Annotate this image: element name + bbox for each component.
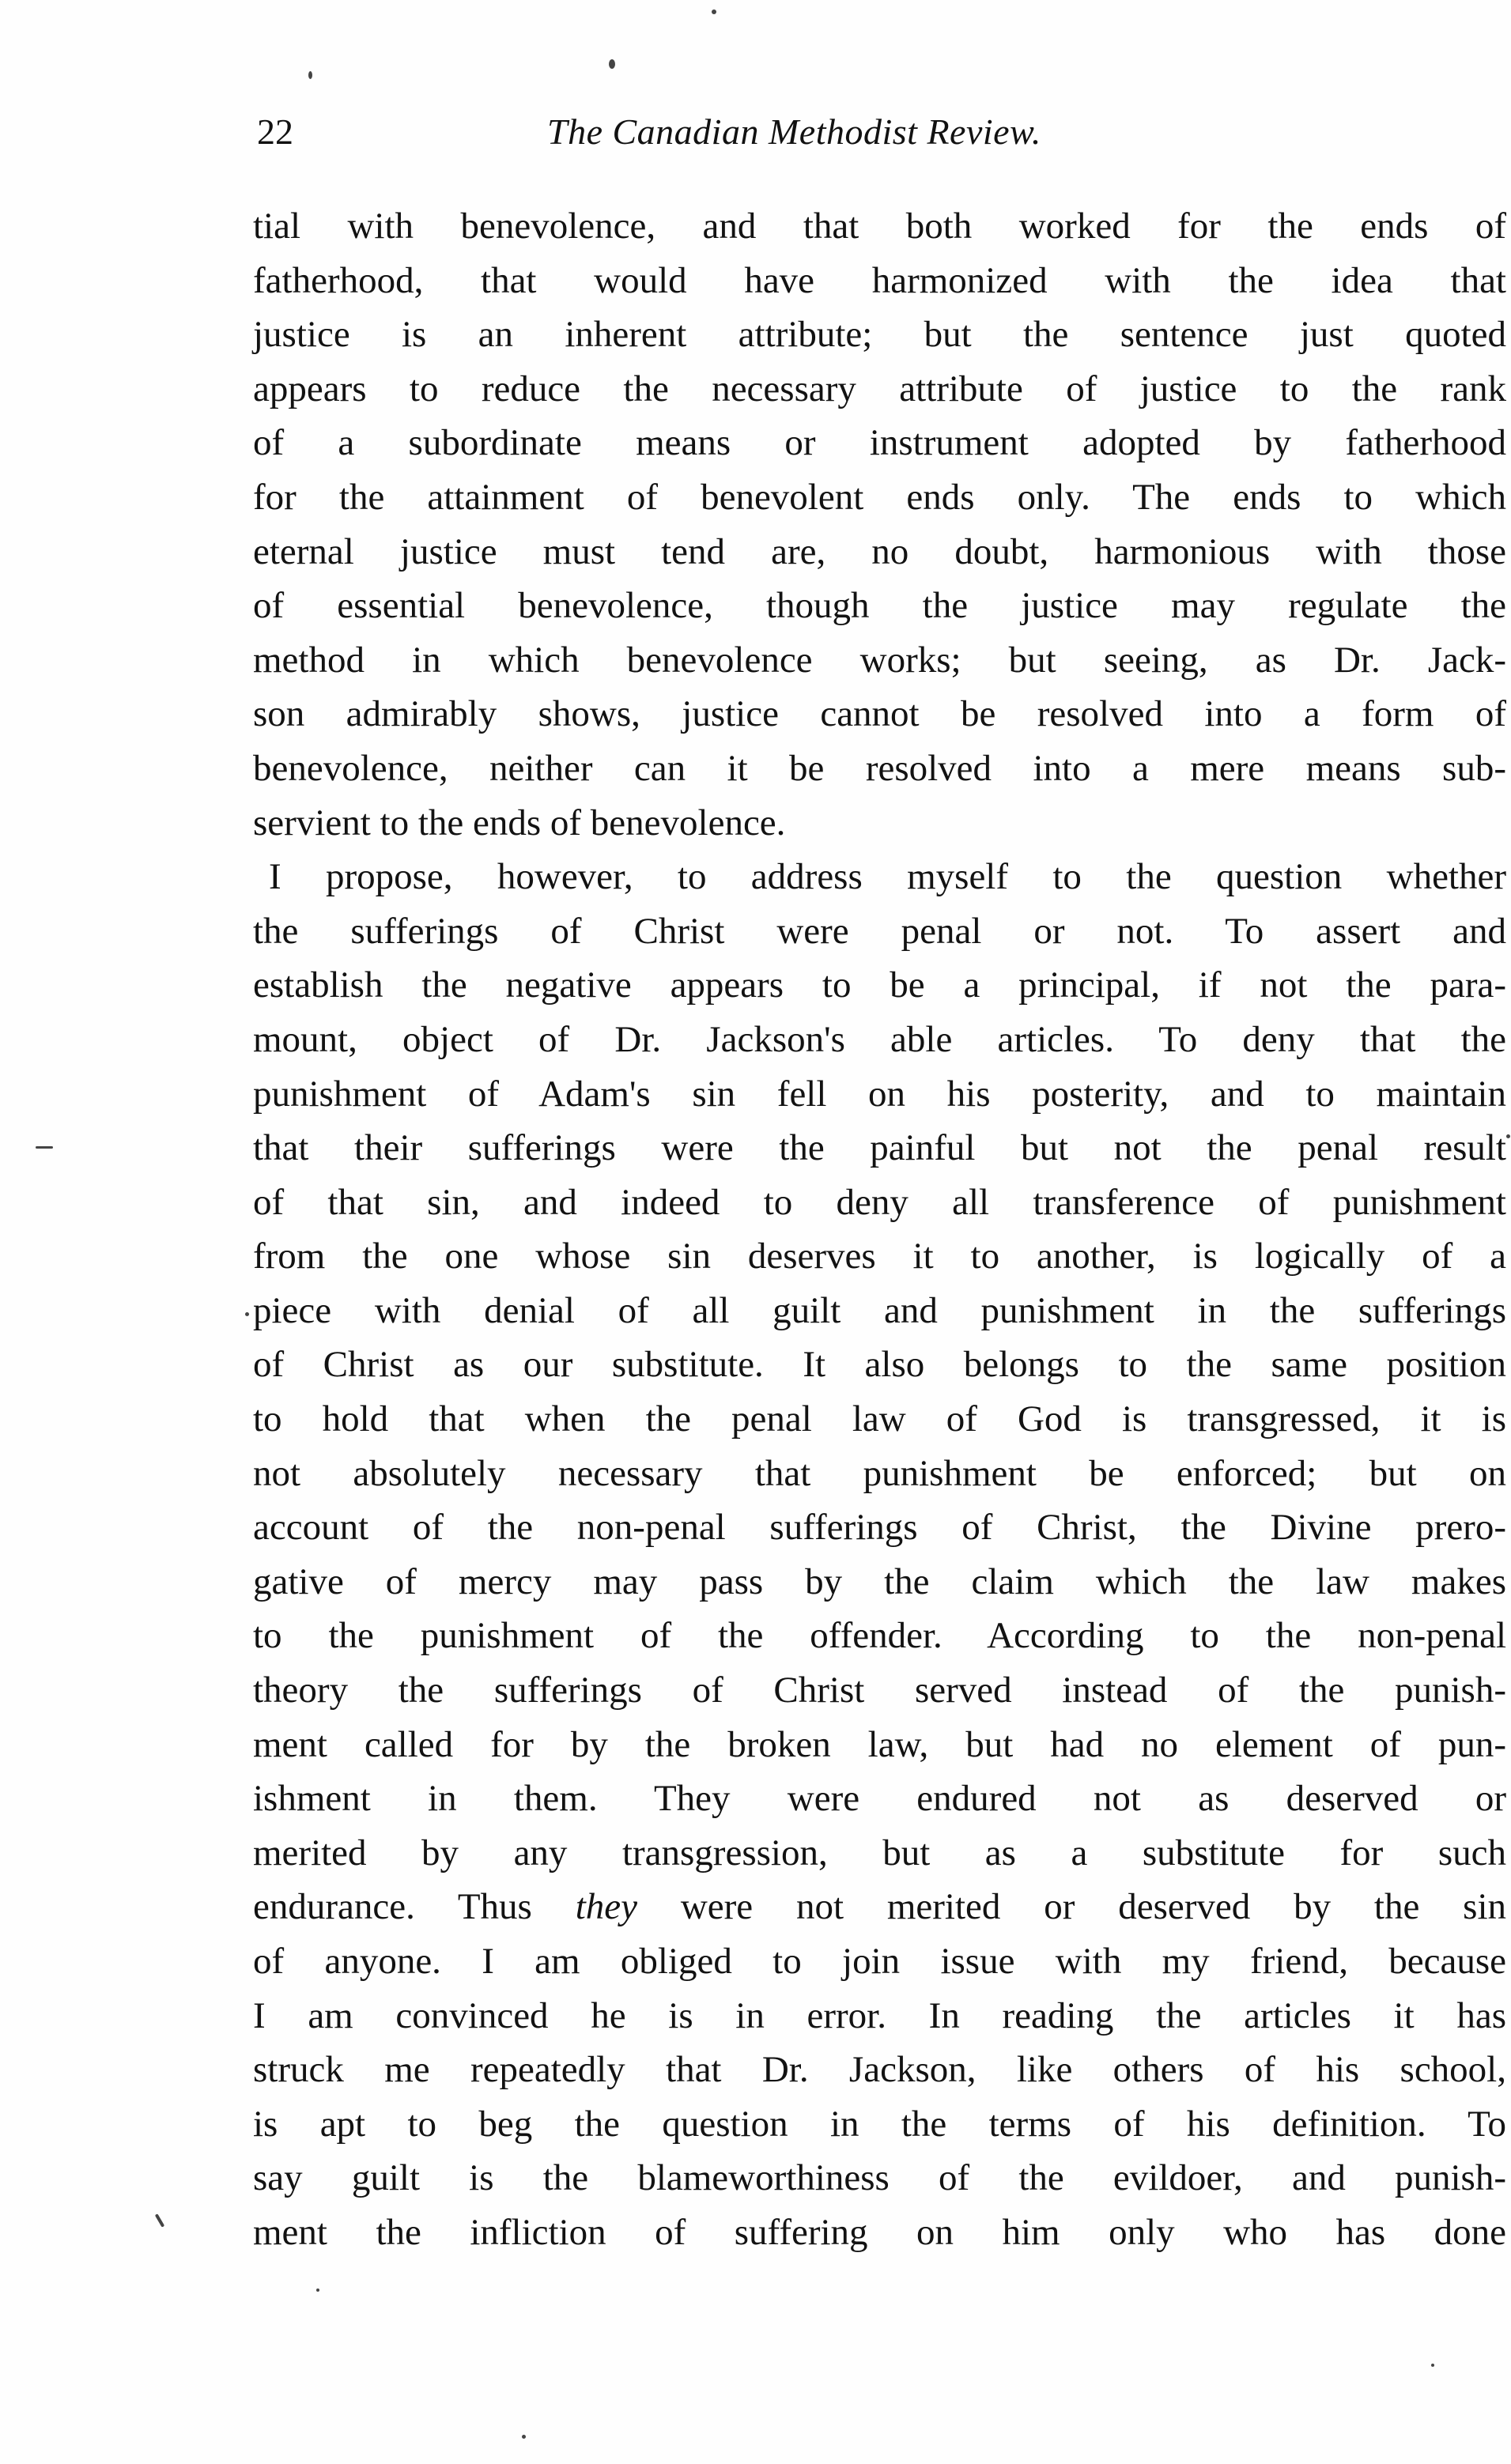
text-line: tial with benevolence, and that both worked for the ends of — [253, 206, 1506, 247]
text-line: the sufferings of Christ were penal or not. To assert and — [253, 910, 1506, 952]
text-line: son admirably shows, justice cannot be resolved into a form of — [253, 693, 1506, 735]
text-line: merited by any transgression, but as a substitute for such — [253, 1832, 1506, 1873]
scan-speck — [308, 71, 312, 79]
text-line: ment the infliction of suffering on him only who has done — [253, 2211, 1506, 2253]
scan-speck — [155, 2213, 164, 2228]
text-line: ishment in them. They were endured not as deserved or — [253, 1778, 1506, 1820]
text-line: that their sufferings were the painful but not the penal result — [253, 1127, 1506, 1169]
text-line: not absolutely necessary that punishment be enforced; but on — [253, 1452, 1506, 1494]
journal-title: The Canadian Methodist Review. — [547, 111, 1041, 152]
text-line: fatherhood, that would have harmonized with the idea that — [253, 259, 1506, 301]
page-number: 22 — [257, 111, 293, 152]
text-line: to hold that when the penal law of God is transgressed, it is — [253, 1398, 1506, 1440]
text-line: of a subordinate means or instrument adopted by fatherhood — [253, 422, 1506, 464]
text-line: appears to reduce the necessary attribute of justice to the rank — [253, 368, 1506, 409]
text-line: theory the sufferings of Christ served instead of the punish- — [253, 1670, 1506, 1711]
scan-speck — [1431, 2364, 1434, 2367]
scan-speck — [36, 1146, 53, 1149]
text-line: gative of mercy may pass by the claim which the law makes — [253, 1560, 1506, 1602]
text-line: piece with denial of all guilt and punishment in the sufferings — [253, 1289, 1506, 1331]
text-line: ment called for by the broken law, but had no element of pun- — [253, 1723, 1506, 1765]
text-line: I am convinced he is in error. In reading the articles it has — [253, 1994, 1506, 2036]
text-line: struck me repeatedly that Dr. Jackson, like others of his school, — [253, 2049, 1506, 2091]
text-line: of that sin, and indeed to deny all transference of punishment — [253, 1181, 1506, 1223]
scan-speck — [1506, 1134, 1510, 1138]
text-line — [253, 1880, 1506, 1934]
text-line: mount, object of Dr. Jackson's able articles. To deny that the — [253, 1018, 1506, 1060]
text-line: to the punishment of the offender. According to the non-penal — [253, 1615, 1506, 1657]
emphasized-word: they — [575, 1886, 637, 1928]
text-line: method in which benevolence works; but seeing, as Dr. Jack- — [253, 639, 1506, 681]
text-line: servient to the ends of benevolence. — [253, 802, 786, 843]
text-line: of essential benevolence, though the justice may regulate the — [253, 585, 1506, 627]
text-line: for the attainment of benevolent ends only. The ends to which — [253, 476, 1506, 518]
scan-speck — [712, 9, 716, 14]
text-run: endurance. Thus — [253, 1886, 532, 1928]
text-line: I propose, however, to address myself to the question whether — [269, 856, 1506, 898]
text-line: eternal justice must tend are, no doubt, harmonious with those — [253, 530, 1506, 572]
text-line: benevolence, neither can it be resolved into a mere means sub- — [253, 747, 1506, 789]
body-text — [253, 199, 1510, 2260]
scan-speck — [316, 2289, 319, 2292]
text-line: of anyone. I am obliged to join issue with my friend, because — [253, 1941, 1506, 1982]
text-line: is apt to beg the question in the terms of his definition. To — [253, 2103, 1506, 2145]
scan-speck — [522, 2435, 526, 2439]
text-line: establish the negative appears to be a principal, if not the para- — [253, 964, 1506, 1006]
running-head — [257, 111, 1427, 166]
text-line: of Christ as our substitute. It also belongs to the same position — [253, 1344, 1506, 1386]
text-line: account of the non-penal sufferings of Christ, the Divine prero- — [253, 1507, 1506, 1549]
text-line: from the one whose sin deserves it to another, is logically of a — [253, 1236, 1506, 1277]
text-line: punishment of Adam's sin fell on his posterity, and to maintain — [253, 1073, 1506, 1115]
text-line: justice is an inherent attribute; but the sentence just quoted — [253, 314, 1506, 356]
scan-speck — [609, 59, 615, 69]
text-run: were not merited or deserved by the sin — [680, 1886, 1507, 1928]
text-line: say guilt is the blameworthiness of the evildoer, and punish- — [253, 2157, 1506, 2199]
scan-speck — [245, 1312, 249, 1316]
